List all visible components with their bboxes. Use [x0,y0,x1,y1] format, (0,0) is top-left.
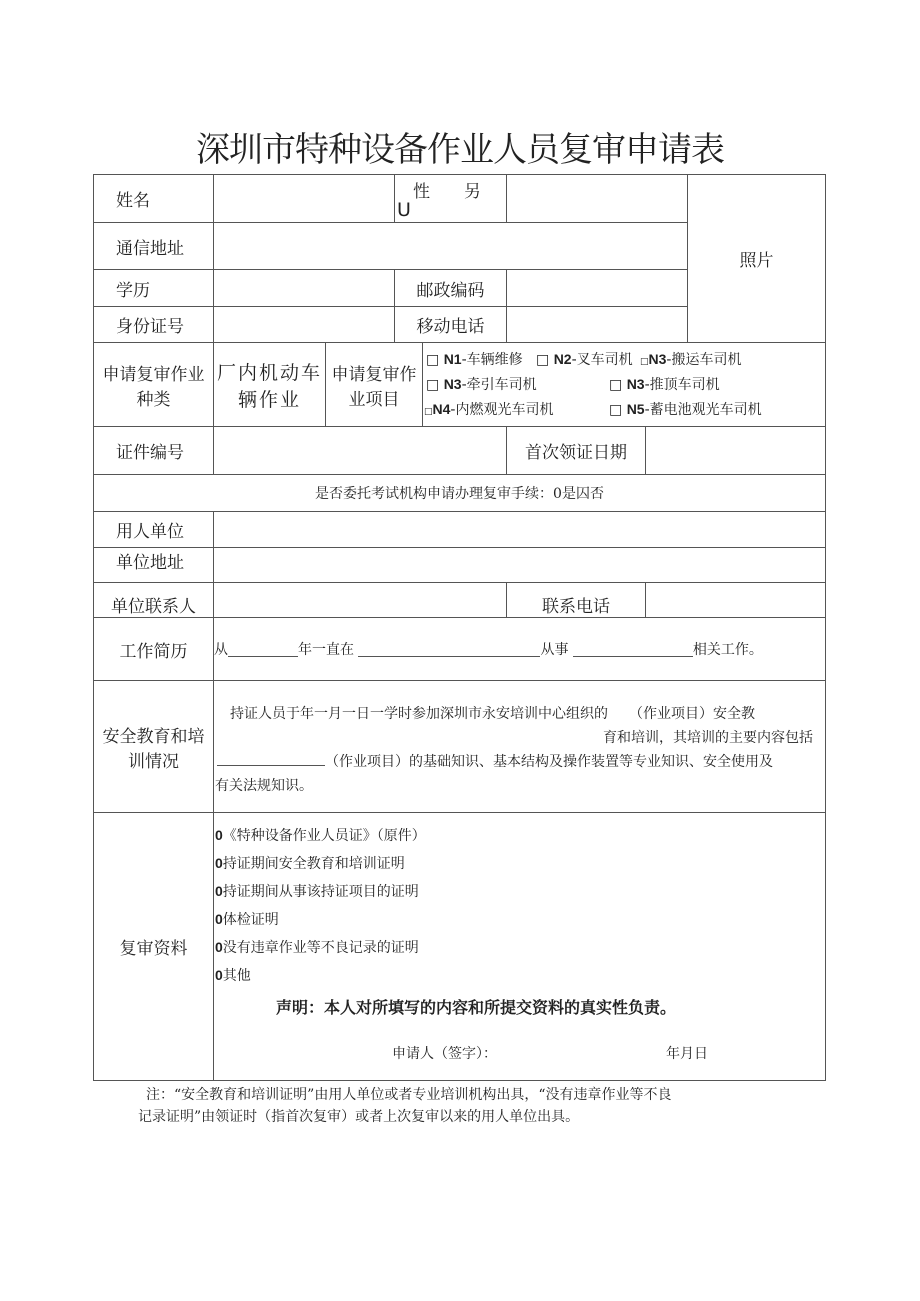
work-text-engaged: 从事 [540,642,569,658]
option-n5[interactable]: □ N5-蓄电池观光车司机 [609,401,762,418]
materials-field [213,812,826,1081]
employer-address-label: 单位地址 [93,547,214,583]
training-line-4: 有关法规知识。 [215,778,313,794]
material-item[interactable]: 0其他 [215,967,251,984]
mobile-field[interactable] [506,306,688,343]
option-n1[interactable]: □ N1-车辆维修 [426,351,523,368]
contact-phone-field[interactable] [645,582,826,618]
name-label: 姓名 [93,174,214,223]
year-blank[interactable] [228,642,298,657]
note-line-1: 注：“安全教育和培训证明”由用人单位或者专业培训机构出具，“没有违章作业等不良 [146,1087,672,1103]
work-text-related: 相关工作。 [692,642,763,658]
material-item[interactable]: 0体检证明 [215,911,279,928]
training-label: 安全教育和培训情况 [93,680,214,813]
first-date-field[interactable] [645,426,826,475]
address-field[interactable] [213,222,688,270]
category-label: 申请复审作业种类 [93,342,214,427]
material-item[interactable]: 0持证期间安全教育和培训证明 [215,855,405,872]
gender-text: 性 另 [413,182,481,202]
option-n2[interactable]: □ N2-叉车司机 [536,351,633,368]
training-line-2: 育和培训，其培训的主要内容包括 [603,730,813,746]
cert-no-label: 证件编号 [93,426,214,475]
id-field[interactable] [213,306,395,343]
employer-field[interactable] [213,511,826,548]
work-text-until: 年一直在 [298,642,354,658]
contact-label: 单位联系人 [93,582,214,618]
materials-label: 复审资料 [93,812,214,1081]
postcode-field[interactable] [506,269,688,307]
signature-label[interactable]: 申请人（签字）： [392,1046,497,1062]
postcode-label: 邮政编码 [394,269,507,307]
employer-address-field[interactable] [213,547,826,583]
training-field [213,680,826,813]
work-history-label: 工作简历 [93,617,214,681]
option-n3-transport[interactable]: □N3-搬运车司机 [640,351,742,368]
gender-label [394,174,507,223]
job-blank[interactable] [573,642,693,657]
photo-box[interactable]: 照片 [687,174,826,343]
category-value: 厂内机动车辆作业 [213,342,326,427]
date-label[interactable]: 年月日 [666,1046,708,1062]
training-line-3: （作业项目）的基础知识、基本结构及操作装置等专业知识、安全使用及 [325,754,773,770]
address-label: 通信地址 [93,222,214,270]
training-line-1: 持证人员于年一月一日一学时参加深圳市永安培训中心组织的 （作业项目）安全教 [230,706,755,722]
first-date-label: 首次领证日期 [506,426,646,475]
item-options [422,342,826,427]
work-text-from: 从 [214,642,228,658]
project-blank[interactable] [217,751,325,766]
mobile-label: 移动电话 [394,306,507,343]
place-blank[interactable] [358,642,540,657]
material-item[interactable]: 0《特种设备作业人员证》（原件） [215,827,426,844]
option-n3-tow[interactable]: □ N3-牵引车司机 [426,376,537,393]
contact-field[interactable] [213,582,507,618]
option-n3-push[interactable]: □ N3-推顶车司机 [609,376,720,393]
material-item[interactable]: 0持证期间从事该持证项目的证明 [215,883,419,900]
material-item[interactable]: 0没有违章作业等不良记录的证明 [215,939,419,956]
education-field[interactable] [213,269,395,307]
page-title: 深圳市特种设备作业人员复审申请表 [196,130,724,170]
work-history-field[interactable] [213,617,826,681]
item-label: 申请复审作业项目 [325,342,423,427]
option-n4[interactable]: □N4-内燃观光车司机 [424,401,554,418]
note-line-2: 记录证明”由领证时（指首次复审）或者上次复审以来的用人单位出具。 [138,1109,580,1125]
entrust-row[interactable]: 是否委托考试机构申请办理复审手续：0是囚否 [93,474,826,512]
gender-mark: U [397,199,411,221]
cert-no-field[interactable] [213,426,507,475]
id-label: 身份证号 [93,306,214,343]
gender-field[interactable] [506,174,688,223]
contact-phone-label: 联系电话 [506,582,646,618]
education-label: 学历 [93,269,214,307]
declaration: 声明：本人对所填写的内容和所提交资料的真实性负责。 [276,998,677,1017]
employer-label: 用人单位 [93,511,214,548]
name-field[interactable] [213,174,395,223]
